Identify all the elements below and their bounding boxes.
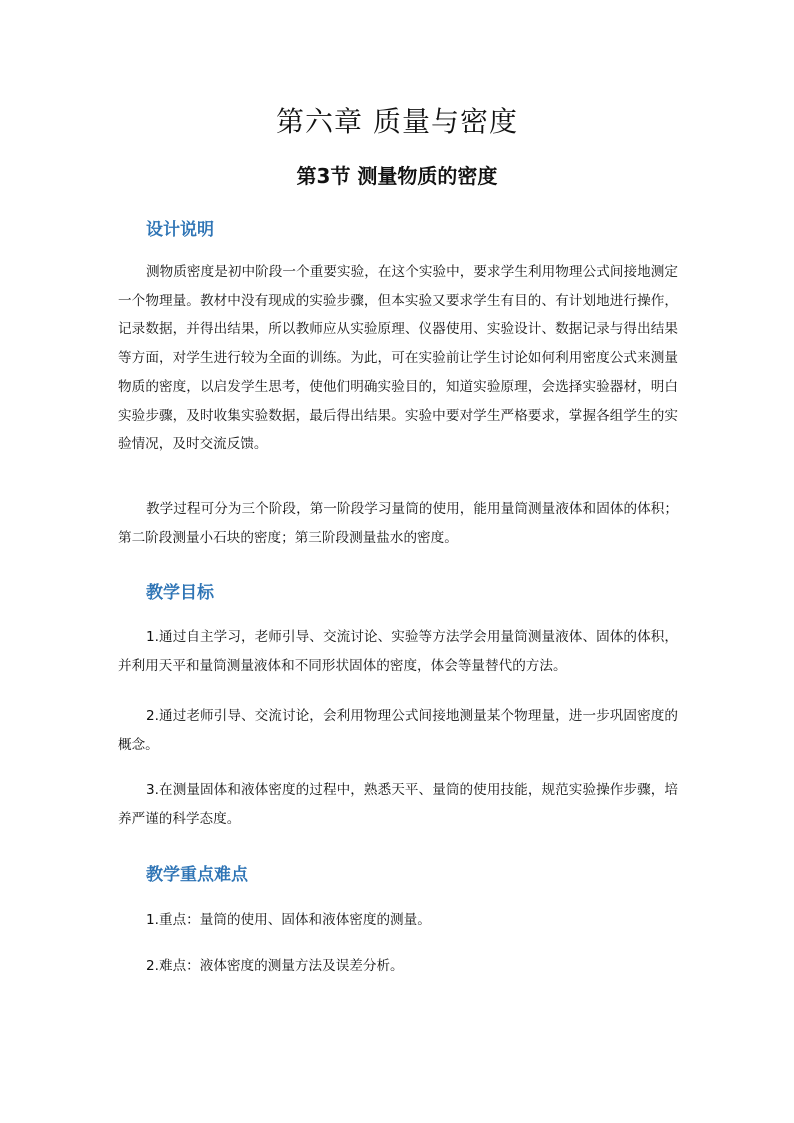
goal-item-3: 3.在测量固体和液体密度的过程中，熟悉天平、量筒的使用技能，规范实验操作步骤，培养严谨的科学态度。 — [118, 782, 678, 827]
goal-item-2: 2.通过老师引导、交流讨论，会利用物理公式间接地测量某个物理量，进一步巩固密度的概念。 — [118, 708, 678, 753]
key-points-heading: 教学重点难点 — [146, 865, 248, 885]
design-paragraph-1: 测物质密度是初中阶段一个重要实验，在这个实验中，要求学生利用物理公式间接地测定一个物理量。教材中没有现成的实验步骤，但本实验又要求学生有目的、有计划地进行操作，记录数据，并得出结果，所以教师应从实验原理、仪器使用、实验设计、数据记录与得出结果等方面，对学生进行较为全面的训练。为此，可在实验前让学生讨论如何利用密度公式来测量物质的密度，以启发学生思考，使他们明确实验目的，知道实验原理，会选择实验器材，明白实验步骤，及时收集实验数据，最后得出结果。实验中要对学生严格要求，掌握各组学生的实验情况，及时交流反馈。 — [118, 264, 678, 453]
design-heading: 设计说明 — [146, 220, 214, 240]
key-point-item-1: 1.重点：量筒的使用、固体和液体密度的测量。 — [146, 912, 431, 928]
goals-heading: 教学目标 — [146, 583, 214, 603]
section-title: 第3节 测量物质的密度 — [296, 164, 498, 188]
key-point-item-2: 2.难点：液体密度的测量方法及误差分析。 — [146, 958, 404, 974]
chapter-title: 第六章 质量与密度 — [276, 105, 518, 138]
design-paragraph-2: 教学过程可分为三个阶段，第一阶段学习量筒的使用，能用量筒测量液体和固体的体积；第二阶段测量小石块的密度；第三阶段测量盐水的密度。 — [118, 501, 678, 546]
goal-item-1: 1.通过自主学习，老师引导、交流讨论、实验等方法学会用量筒测量液体、固体的体积，并利用天平和量筒测量液体和不同形状固体的密度，体会等量替代的方法。 — [118, 629, 678, 674]
